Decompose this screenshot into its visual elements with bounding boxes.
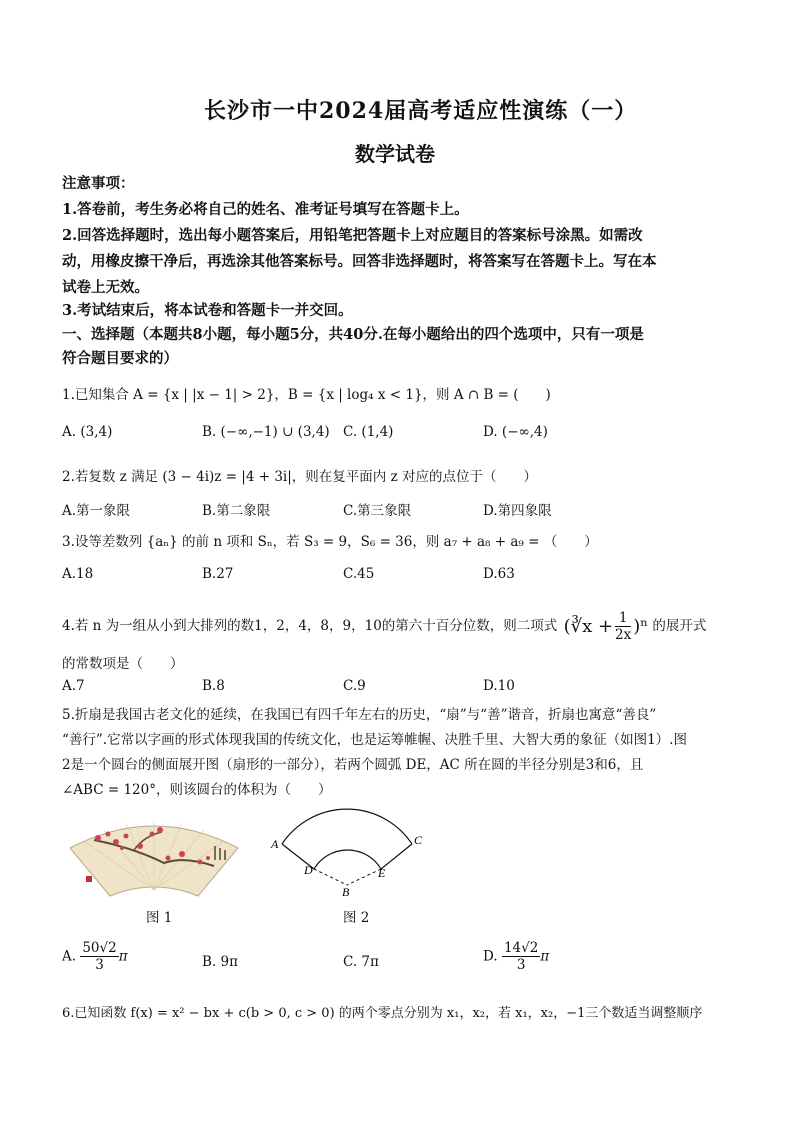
question-2-option-a: A.第一象限 (62, 503, 131, 519)
inner-arc-de (314, 850, 381, 869)
question-4-stem (62, 610, 706, 643)
option-d-prefix: D. (483, 948, 498, 965)
question-5-line-4: ∠ABC = 120°，则该圆台的体积为（ ） (62, 782, 332, 798)
question-5-line-1: 5.折扇是我国古老文化的延续，在我国已有四千年左右的历史，“扇”与“善”谐音，折扇也寓意“善良” (62, 707, 657, 723)
segment-ce (381, 844, 412, 869)
dashed-segment-eb (347, 869, 381, 885)
question-1-stem: 1.已知集合 A = {x | |x − 1| > 2}，B = {x | log₄ x < 1}，则 A ∩ B = ( ) (62, 387, 551, 403)
question-1-option-d: D. (−∞,4) (483, 424, 548, 440)
point-label-d: D (304, 863, 313, 877)
question-5-line-3: 2是一个圆台的侧面展开图（扇形的一部分），若两个圆弧 DE，AC 所在圆的半径分别是3和6，且 (62, 757, 644, 773)
binomial-open: (∛x + (563, 616, 614, 637)
note-item-2-line-1: 2.回答选择题时，选出每小题答案后，用铅笔把答题卡上对应题目的答案标号涂黑。如需改 (62, 227, 643, 244)
note-item-3: 3.考试结束后，将本试卷和答题卡一并交回。 (62, 302, 353, 319)
question-4-option-c: C.9 (343, 678, 366, 694)
question-5-option-a (62, 940, 128, 973)
option-d-denominator: 3 (516, 957, 526, 973)
outer-arc-ac (282, 809, 412, 844)
section-heading-line-2: 符合题目要求的） (62, 350, 178, 367)
question-4-stem-text: 4.若 n 为一组从小到大排列的数1，2，4，8，9，10的第六十百分位数，则二项式 (62, 618, 558, 634)
question-4-option-d: D.10 (483, 678, 515, 694)
note-item-1: 1.答卷前，考生务必将自己的姓名、准考证号填写在答题卡上。 (62, 201, 469, 218)
question-4-option-b: B.8 (202, 678, 225, 694)
dashed-segment-db (314, 869, 347, 885)
question-5-option-c: C. 7π (343, 954, 379, 970)
question-3-option-d: D.63 (483, 566, 515, 582)
question-6-stem: 6.已知函数 f(x) = x² − bx + c(b > 0, c > 0) 的两个零点分别为 x₁，x₂，若 x₁，x₂，−1三个数适当调整顺序 (62, 1006, 703, 1021)
question-4-option-a: A.7 (62, 678, 85, 694)
question-1-option-c: C. (1,4) (343, 424, 394, 440)
question-4-stem-line-2: 的常数项是（ ） (62, 656, 184, 672)
binomial-fraction (615, 610, 631, 643)
option-a-numerator: 50√2 (82, 940, 117, 956)
figure-1-caption: 图 1 (146, 910, 173, 926)
option-a-prefix: A. (62, 948, 77, 965)
figure-2-caption: 图 2 (343, 910, 370, 926)
option-a-fraction (80, 940, 118, 973)
point-label-e: E (378, 866, 386, 880)
exam-subtitle: 数学试卷 (355, 142, 435, 166)
binomial-expression (564, 610, 648, 643)
question-3-option-a: A.18 (62, 566, 94, 582)
notes-heading: 注意事项： (62, 175, 135, 192)
frustum-development-diagram (268, 800, 438, 900)
question-3-option-b: B.27 (202, 566, 234, 582)
point-label-b: B (342, 885, 350, 899)
option-d-numerator: 14√2 (503, 940, 539, 956)
option-a-denominator: 3 (95, 957, 104, 973)
question-5-option-d (483, 940, 549, 973)
binomial-close: )ⁿ (633, 616, 649, 637)
point-label-c: C (414, 833, 423, 847)
question-2-option-b: B.第二象限 (202, 503, 271, 519)
question-2-stem: 2.若复数 z 满足 (3 − 4i)z = |4 + 3i|，则在复平面内 z 对应的点位于（ ） (62, 469, 537, 485)
binomial-fraction-numerator: 1 (615, 610, 631, 627)
question-3-stem: 3.设等差数列 {aₙ} 的前 n 项和 Sₙ，若 S₃ = 9，S₆ = 36，则 a₇ + a₈ + a₉ = （ ） (62, 534, 598, 550)
seal-stamp (86, 876, 92, 882)
question-3-option-c: C.45 (343, 566, 375, 582)
note-item-2-line-2: 动，用橡皮擦干净后，再选涂其他答案标号。回答非选择题时，将答案写在答题卡上。写在本 (62, 253, 657, 270)
question-1-option-b: B. (−∞,−1) ∪ (3,4) (202, 424, 330, 440)
exam-title: 长沙市一中2024届高考适应性演练（一） (204, 98, 638, 124)
note-item-2-line-3: 试卷上无效。 (62, 279, 149, 296)
section-heading-line-1: 一、选择题（本题共8小题，每小题5分，共40分.在每小题给出的四个选项中，只有一项是 (62, 326, 644, 343)
question-2-option-c: C.第三象限 (343, 503, 412, 519)
question-4-stem-tail: 的展开式 (652, 618, 707, 634)
binomial-fraction-denominator: 2x (615, 627, 632, 643)
question-1-option-a: A. (3,4) (62, 424, 113, 440)
option-d-fraction (502, 940, 540, 973)
option-a-suffix: π (118, 948, 128, 965)
folding-fan-image (64, 808, 244, 900)
point-label-a: A (271, 837, 279, 851)
option-d-suffix: π (540, 948, 550, 965)
question-5-option-b: B. 9π (202, 954, 238, 970)
question-5-line-2: “善行”.它常以字画的形式体现我国的传统文化，也是运筹帷幄、决胜千里、大智大勇的象征（如图1）.图 (62, 732, 687, 748)
question-2-option-d: D.第四象限 (483, 503, 552, 519)
